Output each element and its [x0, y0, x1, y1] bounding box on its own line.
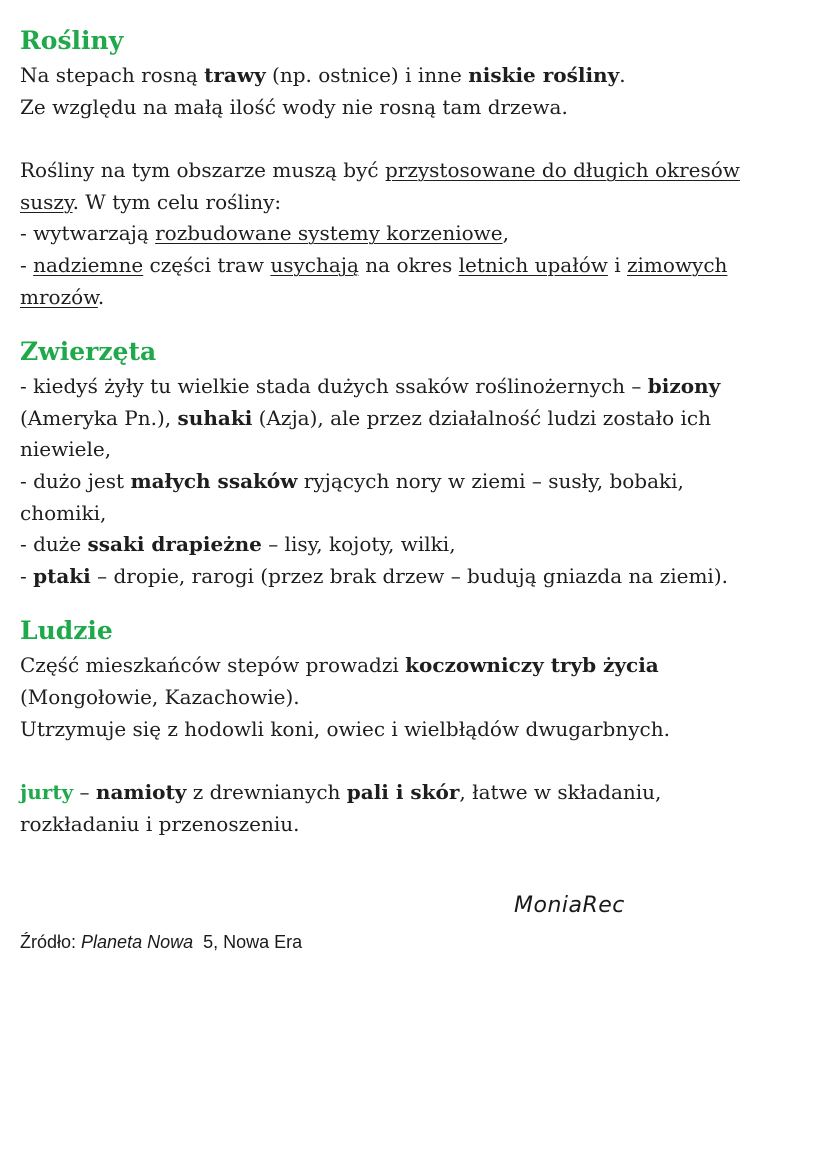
text-run: – lisy, kojoty, wilki, [261, 532, 456, 557]
bold-term: ptaki [33, 563, 91, 588]
text-run: z drewnianych [186, 780, 347, 805]
bold-term: niskie rośliny [468, 63, 620, 87]
text-run: – [73, 780, 96, 805]
people-paragraph-2 [20, 777, 810, 840]
source-citation [20, 932, 302, 953]
text-run: (Ameryka Pn.), [20, 405, 178, 430]
document-body [20, 22, 810, 840]
text-run: - dużo jest [20, 468, 131, 493]
source-book-title: Planeta Nowa [81, 932, 194, 952]
text-run: , łatwe w składaniu, [459, 780, 662, 805]
plants-paragraph-1 [20, 60, 810, 123]
plants-paragraph-2 [20, 155, 810, 313]
text-run: chomiki, [20, 500, 107, 525]
text-run: - duże [20, 532, 88, 557]
text-run: . [97, 284, 105, 309]
text-run: (Azja), ale przez działalność ludzi zostało ich [252, 405, 711, 430]
source-edition-publisher: 5, Nowa Era [193, 932, 303, 952]
bold-term: trawy [204, 63, 266, 87]
section-heading-people: Ludzie [20, 616, 113, 646]
bold-term: pali i skór [346, 780, 460, 805]
underlined-phrase: zimowych [627, 252, 728, 277]
underlined-phrase: letnich upałów [458, 252, 608, 277]
text-run: – dropie, rarogi (przez brak drzew – budują gniazda na ziemi). [90, 563, 728, 588]
text-run: . W tym celu rośliny: [72, 189, 282, 214]
bold-term: namioty [95, 780, 187, 805]
people-paragraph-1 [20, 650, 810, 745]
section-heading-animals: Zwierzęta [20, 337, 157, 367]
underlined-phrase: rozbudowane systemy korzeniowe [155, 221, 503, 246]
text-run: Ze względu na małą ilość wody nie rosną tam drzewa. [20, 94, 568, 119]
text-run: Utrzymuje się z hodowli koni, owiec i wielbłądów dwugarbnych. [20, 716, 670, 741]
text-run: (np. ostnice) i inne [265, 63, 469, 87]
text-run: Część mieszkańców stepów prowadzi [20, 653, 406, 678]
section-heading-plants: Rośliny [20, 26, 124, 55]
text-run: - [20, 252, 34, 277]
text-run: - kiedyś żyły tu wielkie stada dużych ssaków roślinożernych – [20, 374, 648, 399]
text-run: rozkładaniu i przenoszeniu. [20, 811, 300, 836]
bold-term: koczowniczy tryb życia [405, 653, 659, 678]
text-run: i [607, 252, 627, 277]
underlined-phrase: suszy [20, 189, 73, 214]
text-run: - wytwarzają [20, 221, 156, 246]
highlighted-term: jurty [20, 780, 74, 805]
text-run: - [20, 563, 34, 588]
underlined-phrase: usychają [270, 252, 359, 277]
text-run: ryjących nory w ziemi – susły, bobaki, [297, 468, 684, 493]
underlined-phrase: przystosowane do długich okresów [384, 158, 740, 183]
text-run: . [619, 63, 626, 87]
text-run: Na stepach rosną [20, 63, 205, 87]
underlined-phrase: mrozów [20, 284, 98, 309]
bold-term: suhaki [177, 405, 253, 430]
author-signature: MoniaRec [514, 893, 625, 918]
text-run: Rośliny na tym obszarze muszą być [20, 158, 385, 183]
text-run: na okres [358, 252, 459, 277]
source-prefix: Źródło: [20, 932, 82, 952]
animals-paragraph-1 [20, 371, 810, 592]
text-run: , [502, 221, 509, 246]
text-run: części traw [143, 252, 271, 277]
text-run: (Mongołowie, Kazachowie). [20, 684, 300, 709]
bold-term: ssaki drapieżne [87, 532, 262, 557]
bold-term: małych ssaków [130, 468, 298, 493]
bold-term: bizony [647, 374, 721, 399]
underlined-phrase: nadziemne [33, 252, 144, 277]
text-run: niewiele, [20, 437, 112, 462]
